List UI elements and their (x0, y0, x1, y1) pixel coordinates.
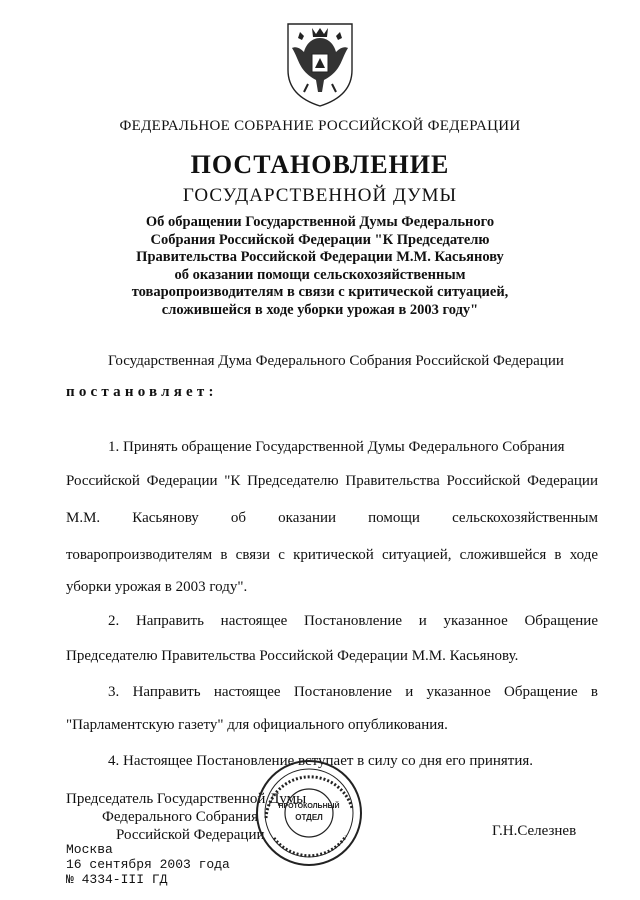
subject-line: Собрания Российской Федерации "К Председателю (150, 231, 490, 248)
organization-heading: ФЕДЕРАЛЬНОЕ СОБРАНИЕ РОССИЙСКОЙ ФЕДЕРАЦИИ (119, 118, 521, 134)
item-1-line: 1. Принять обращение Государственной Думы Федерального Собрания (108, 439, 565, 455)
subject-line: сложившейся в ходе уборки урожая в 2003 году" (161, 301, 479, 318)
item-3-line: "Парламентскую газету" для официального опубликования. (66, 717, 448, 733)
preamble-text: Государственная Дума Федерального Собрания Российской Федерации (108, 353, 564, 369)
document-city: Москва (66, 842, 113, 857)
document-subtitle: ГОСУДАРСТВЕННОЙ ДУМЫ (182, 185, 458, 206)
document-subject (120, 214, 520, 319)
signatory-role-line: Председатель Государственной Думы (66, 791, 307, 807)
svg-text:ПРОТОКОЛЬНЫЙ: ПРОТОКОЛЬНЫЙ (278, 803, 340, 810)
signatory-role-line: Российской Федерации (116, 827, 265, 843)
document-title: ПОСТАНОВЛЕНИЕ (190, 150, 450, 179)
item-2-line: Председателю Правительства Российской Федерации М.М. Касьянову. (66, 648, 519, 664)
item-2-line: 2. Направить настоящее Постановление и указанное Обращение (108, 613, 598, 629)
document-number: № 4334-III ГД (66, 872, 168, 887)
item-3-line: 3. Направить настоящее Постановление и указанное Обращение в (108, 684, 598, 700)
item-1-line: товаропроизводителям в связи с критической ситуацией, сложившейся в ходе (66, 547, 598, 563)
resolves-text: постановляет: (66, 384, 218, 400)
item-1-line: Российской Федерации "К Председателю Правительства Российской Федерации (66, 473, 598, 489)
coat-of-arms-icon (282, 18, 358, 108)
item-1-line: уборки урожая в 2003 году". (66, 579, 248, 595)
item-4-line: 4. Настоящее Постановление вступает в силу со дня его принятия. (108, 753, 534, 769)
round-stamp-icon (254, 758, 364, 868)
subject-line: об оказании помощи сельскохозяйственным (174, 266, 466, 283)
subject-line: товаропроизводителям в связи с критической ситуацией, (131, 284, 509, 300)
document-date: 16 сентября 2003 года (66, 857, 230, 872)
signatory-name: Г.Н.Селезнев (492, 823, 577, 839)
item-1-line: М.М. Касьянову об оказании помощи сельскохозяйственным (66, 510, 598, 526)
signatory-role-line: Федерального Собрания (102, 809, 259, 825)
subject-line: Об обращении Государственной Думы Федерального (145, 214, 495, 230)
subject-line: Правительства Российской Федерации М.М. Касьянову (136, 249, 504, 265)
svg-text:ОТДЕЛ: ОТДЕЛ (295, 813, 323, 822)
